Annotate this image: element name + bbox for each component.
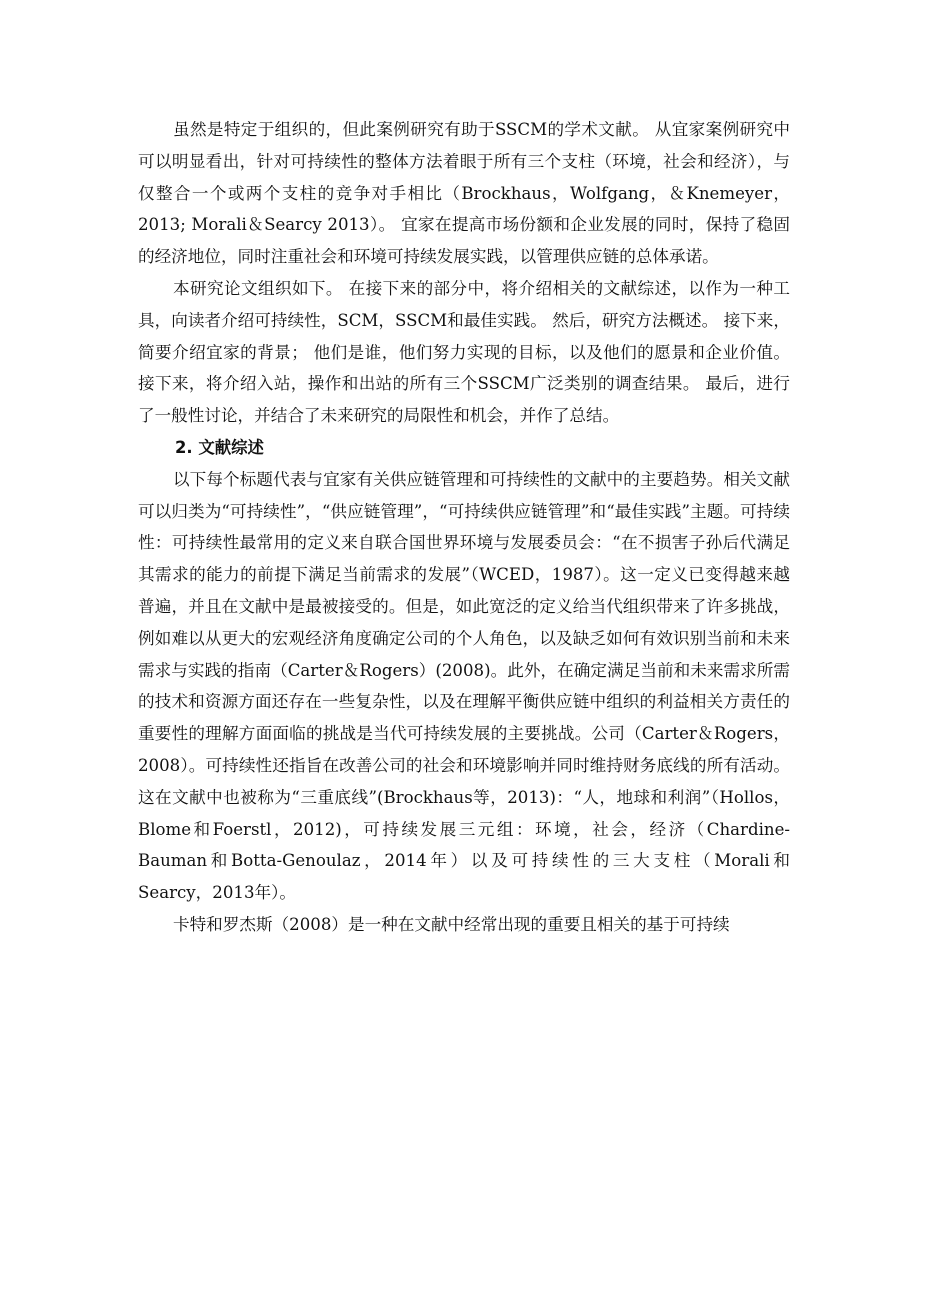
document-body <box>138 114 790 941</box>
paragraph-carter-rogers: 卡特和罗杰斯（2008）是一种在文献中经常出现的重要且相关的基于可持续 <box>173 914 730 934</box>
paragraph-intro-contribution: 虽然是特定于组织的，但此案例研究有助于SSCM的学术文献。 从宜家案例研究中可以明显看出，针对可持续性的整体方法着眼于所有三个支柱（环境，社会和经济），与仅整合一个或两个支柱的竞争对手相比（Brockhaus，Wolfgang，＆Knemeyer，2013; Morali＆Searcy 2013）。 宜家在提高市场份额和企业发展的同时，保持了稳固的经济地位，同时注重社会和环境可持续发展实践，以管理供应链的总体承诺。 <box>138 120 790 267</box>
section-heading-literature-review: 2. 文献综述 <box>175 437 264 457</box>
paragraph-sustainability-definition: 以下每个标题代表与宜家有关供应链管理和可持续性的文献中的主要趋势。相关文献可以归类为“可持续性”，“供应链管理”，“可持续供应链管理”和“最佳实践”主题。可持续性：可持续性最常用的定义来自联合国世界环境与发展委员会：“在不损害子孙后代满足其需求的能力的前提下满足当前需求的发展”（WCED，1987）。这一定义已变得越来越普遍，并且在文献中是最被接受的。但是，如此宽泛的定义给当代组织带来了许多挑战，例如难以从更大的宏观经济角度确定公司的个人角色，以及缺乏如何有效识别当前和未来需求与实践的指南（Carter＆Rogers）(2008)。此外，在确定满足当前和未来需求所需的技术和资源方面还存在一些复杂性，以及在理解平衡供应链中组织的利益相关方责任的重要性的理解方面面临的挑战是当代可持续发展的主要挑战。公司（Carter＆Rogers，2008）。可持续性还指旨在改善公司的社会和环境影响并同时维持财务底线的所有活动。这在文献中也被称为“三重底线”(Brockhaus等，2013)：“人，地球和利润”（Hollos，Blome和Foerstl，2012)，可持续发展三元组：环境，社会，经济（Chardine-Bauman和Botta-Genoulaz，2014年）以及可持续性的三大支柱（Morali和Searcy，2013年）。 <box>138 469 790 903</box>
paragraph-paper-organization: 本研究论文组织如下。 在接下来的部分中，将介绍相关的文献综述，以作为一种工具，向读者介绍可持续性，SCM，SSCM和最佳实践。 然后，研究方法概述。 接下来，简要介绍宜家的背景； 他们是谁，他们努力实现的目标，以及他们的愿景和企业价值。 接下来，将介绍入站，操作和出站的所有三个SSCM广泛类别的调查结果。 最后，进行了一般性讨论，并结合了未来研究的局限性和机会，并作了总结。 <box>138 278 790 426</box>
